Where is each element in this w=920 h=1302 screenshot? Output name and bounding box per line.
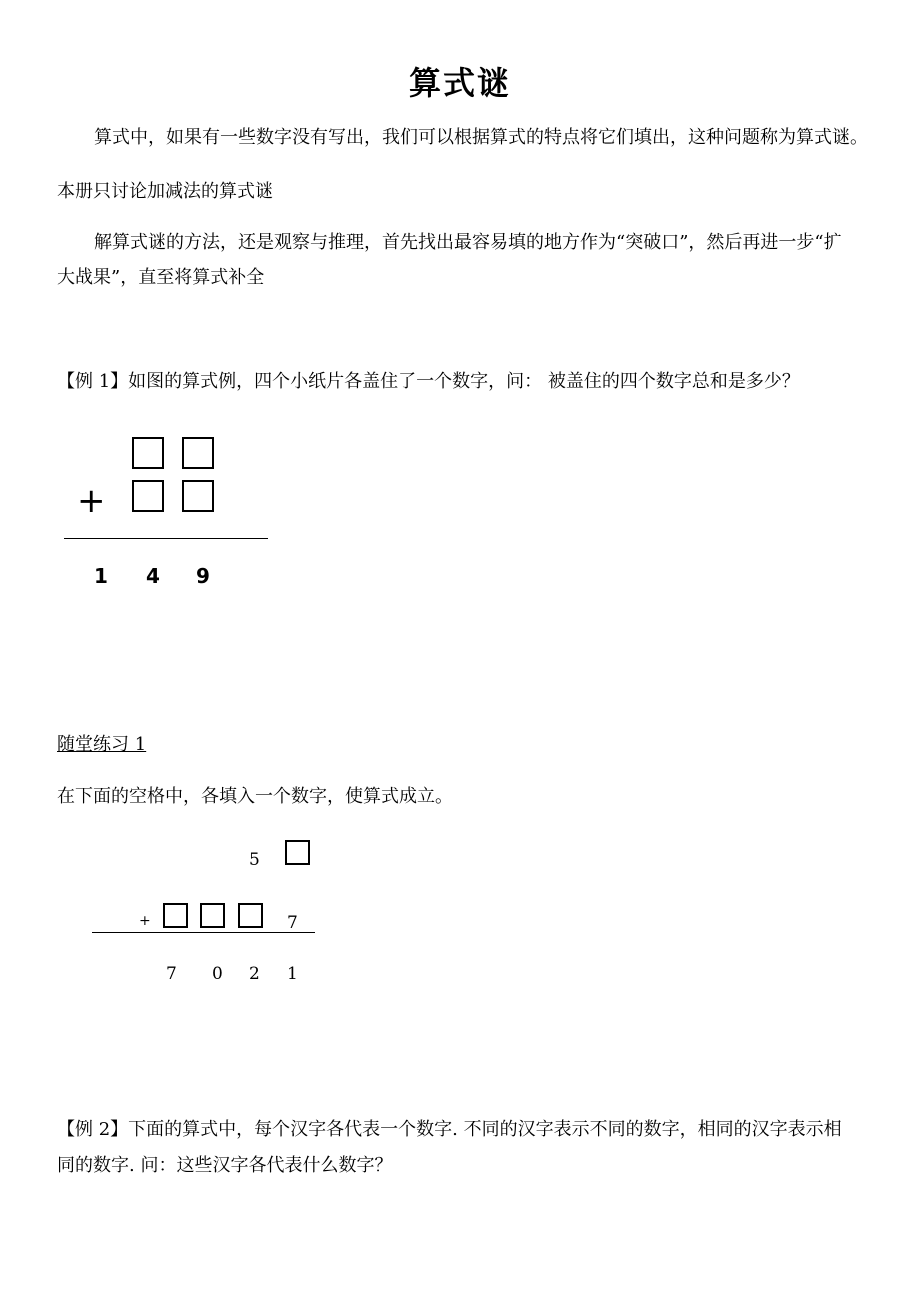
result-digit: 2 bbox=[249, 964, 260, 984]
hidden-digit-box bbox=[132, 437, 164, 469]
sum-line bbox=[64, 538, 268, 539]
sum-line bbox=[92, 932, 315, 933]
result-digit: 1 bbox=[287, 964, 298, 984]
blank-digit-box[interactable] bbox=[200, 903, 225, 928]
intro-paragraph-2: 本册只讨论加减法的算式谜 bbox=[57, 181, 273, 202]
result-digit: 4 bbox=[146, 564, 160, 588]
example-2-question-line-2: 同的数字. 问：这些汉字各代表什么数字？ bbox=[57, 1155, 393, 1176]
practice-1-instruction: 在下面的空格中，各填入一个数字，使算式成立。 bbox=[57, 786, 453, 807]
blank-digit-box[interactable] bbox=[285, 840, 310, 865]
example-1-question: 【例 1】如图的算式例，四个小纸片各盖住了一个数字，问： 被盖住的四个数字总和是多少？ bbox=[57, 371, 800, 392]
result-digit: 0 bbox=[212, 964, 223, 984]
page-title: 算式谜 bbox=[408, 64, 511, 102]
top-digit: 5 bbox=[249, 850, 260, 870]
plus-sign: + bbox=[139, 913, 151, 929]
hidden-digit-box bbox=[132, 480, 164, 512]
blank-digit-box[interactable] bbox=[238, 903, 263, 928]
practice-1-heading: 随堂练习 1 bbox=[57, 734, 147, 755]
bottom-last-digit: 7 bbox=[287, 913, 298, 933]
plus-sign: + bbox=[77, 481, 106, 521]
result-digit: 1 bbox=[94, 564, 108, 588]
hidden-digit-box bbox=[182, 480, 214, 512]
example-2-question-line-1: 【例 2】下面的算式中，每个汉字各代表一个数字. 不同的汉字表示不同的数字，相同的汉字表示相 bbox=[57, 1119, 842, 1140]
hidden-digit-box bbox=[182, 437, 214, 469]
result-digit: 9 bbox=[196, 564, 210, 588]
blank-digit-box[interactable] bbox=[163, 903, 188, 928]
intro-paragraph-1: 算式中，如果有一些数字没有写出，我们可以根据算式的特点将它们填出，这种问题称为算式谜。 bbox=[94, 127, 868, 148]
intro-paragraph-3-line-1: 解算式谜的方法，还是观察与推理，首先找出最容易填的地方作为“突破口”，然后再进一步“扩 bbox=[94, 232, 842, 253]
result-digit: 7 bbox=[166, 964, 177, 984]
intro-paragraph-3-line-2: 大战果”，直至将算式补全 bbox=[57, 267, 265, 288]
